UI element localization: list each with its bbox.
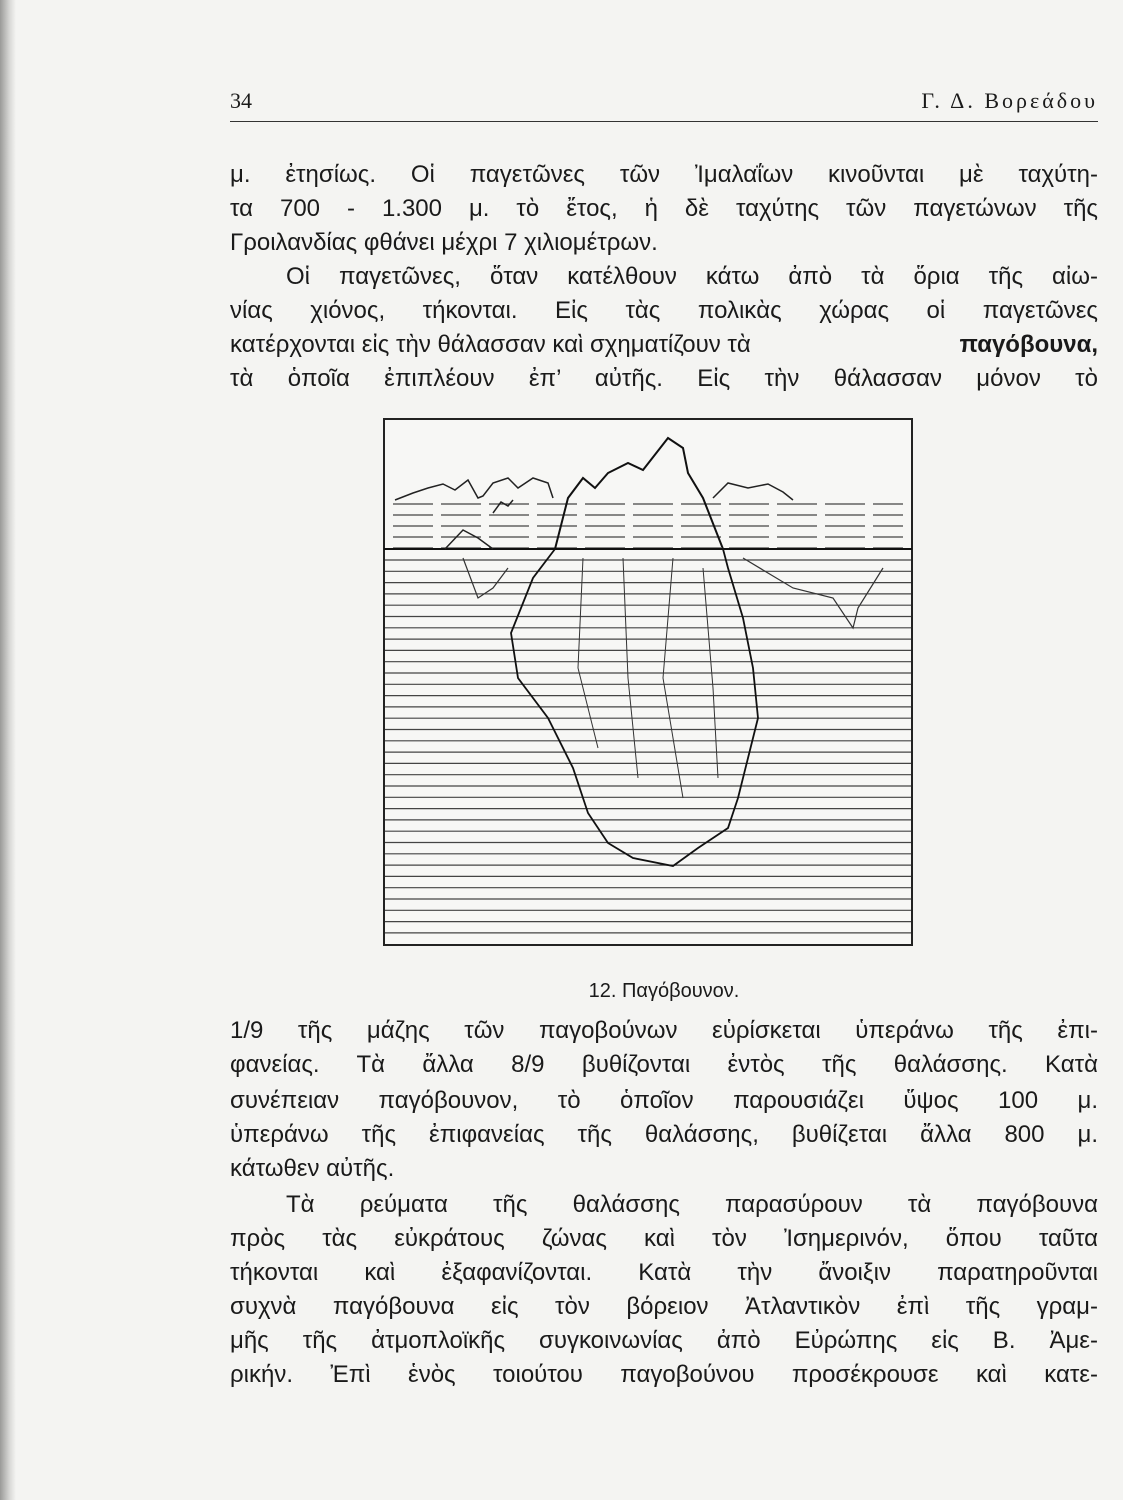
text-line: 1/9 τῆς μάζης τῶν παγοβούνων εὑρίσκεται ὑπεράνω τῆς ἐπι-: [230, 1017, 1098, 1044]
header-rule: [230, 121, 1098, 122]
text-line: ὑπεράνω τῆς ἐπιφανείας τῆς θαλάσσης, βυθίζεται ἄλλα 800 μ.: [230, 1121, 1098, 1148]
running-header-author: Γ. Δ. Βορεάδου: [921, 88, 1098, 113]
text-line: κάτωθεν αὐτῆς.: [230, 1155, 395, 1182]
text-line: τα 700 - 1.300 μ. τὸ ἔτος, ἡ δὲ ταχύτης τῶν παγετώνων τῆς: [230, 195, 1098, 222]
iceberg-figure: [383, 418, 913, 946]
text-line: [230, 330, 1098, 360]
text-line: ρικήν. Ἐπὶ ἑνὸς τοιούτου παγοβούνου προσέκρουσε καὶ κατε-: [230, 1361, 1098, 1388]
text-line: τήκονται καὶ ἐξαφανίζονται. Κατὰ τὴν ἄνοιξιν παρατηροῦνται: [230, 1259, 1098, 1286]
text-line: συνέπειαν παγόβουνον, τὸ ὁποῖον παρουσιάζει ὕψος 100 μ.: [230, 1087, 1098, 1114]
text-line: Τὰ ρεύματα τῆς θαλάσσης παρασύρουν τὰ παγόβουνα: [286, 1191, 1098, 1218]
book-page-edge: [0, 0, 16, 1500]
text-line: Γροιλανδίας φθάνει μέχρι 7 χιλιομέτρων.: [230, 229, 658, 256]
text-segment: κατέρχονται εἰς τὴν θάλασσαν καὶ σχηματίζουν τὰ: [230, 331, 758, 358]
text-line: φανείας. Τὰ ἄλλα 8/9 βυθίζονται ἐντὸς τῆς θαλάσσης. Κατὰ: [230, 1051, 1098, 1078]
text-line: πρὸς τὰς εὐκράτους ζώνας καὶ τὸν Ἰσημερινόν, ὅπου ταῦτα: [230, 1225, 1098, 1252]
figure-caption: 12. Παγόβουνον.: [588, 980, 740, 1002]
bold-term: παγόβουνα,: [959, 331, 1098, 358]
text-line: νίας χιόνος, τήκονται. Εἰς τὰς πολικὰς χώρας οἱ παγετῶνες: [230, 297, 1098, 324]
page-number: 34: [230, 88, 252, 113]
text-line: συχνὰ παγόβουνα εἰς τὸν βόρειον Ἀτλαντικὸν ἐπὶ τῆς γραμ-: [230, 1293, 1098, 1320]
text-line: τὰ ὁποῖα ἐπιπλέουν ἐπ’ αὐτῆς. Εἰς τὴν θάλασσαν μόνον τὸ: [230, 365, 1098, 392]
text-line: μῆς τῆς ἀτμοπλοϊκῆς συγκοινωνίας ἀπὸ Εὐρώπης εἰς Β. Ἀμε-: [230, 1327, 1098, 1354]
text-line: Οἱ παγετῶνες, ὅταν κατέλθουν κάτω ἀπὸ τὰ ὅρια τῆς αἰω-: [286, 263, 1098, 290]
text-line: μ. ἐτησίως. Οἱ παγετῶνες τῶν Ἰμαλαΐων κινοῦνται μὲ ταχύτη-: [230, 161, 1098, 188]
